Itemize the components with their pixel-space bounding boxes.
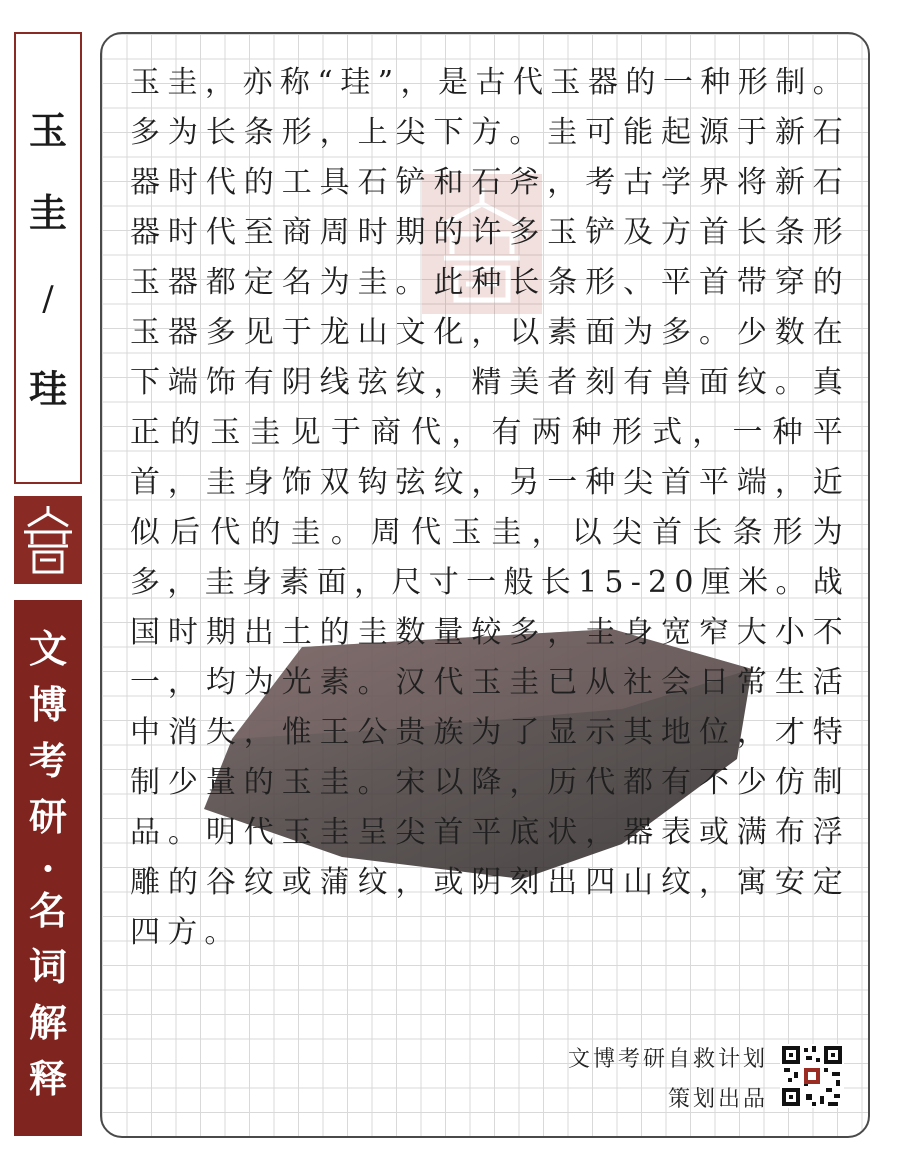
- title-char: 玉: [28, 108, 67, 153]
- qr-code-icon: [780, 1044, 844, 1108]
- content-panel: [100, 32, 870, 1138]
- credit-line: 文博考研自救计划: [567, 1047, 768, 1072]
- title-separator: /: [42, 279, 54, 319]
- credit-line: 策划出品: [667, 1087, 768, 1112]
- title-char: 圭: [28, 190, 67, 235]
- banner-char: 解: [28, 1000, 67, 1045]
- title-char: 珪: [28, 366, 67, 411]
- banner-char: 研: [28, 794, 67, 839]
- banner-char: 名: [28, 888, 67, 933]
- banner-char: 博: [28, 682, 67, 727]
- banner: [14, 600, 82, 1136]
- title-box: [14, 32, 82, 484]
- banner-char: 考: [28, 738, 67, 783]
- banner-char: 词: [28, 944, 67, 989]
- banner-char: 文: [28, 626, 67, 671]
- banner-char: 释: [28, 1056, 67, 1101]
- banner-char: ·: [41, 846, 55, 891]
- body-text: 玉圭，亦称“珪”，是古代玉器的一种形制。多为长条形，上尖下方。圭可能起源于新石器时代的工具石铲和石斧，考古学界将新石器时代至商周时期的许多玉铲及方首长条形玉器都定名为圭。此种长条形、平首带穿的玉器多见于龙山文化，以素面为多。少数在下端饰有阴线弦纹，精美者刻有兽面纹。真正的玉圭见于商代，有两种形式，一种平首，圭身饰双钩弦纹，另一种尖首平端，近似后代的圭。周代玉圭，以尖首长条形为多，圭身素面，尺寸一般长15-20厘米。战国时期出土的圭数量较多，圭身宽窄大小不一，均为光素。汉代玉圭已从社会日常生活中消失，惟王公贵族为了显示其地位，才特制少量的玉圭。宋以降，历代都有不少仿制品。明代玉圭呈尖首平底状，器表或满布浮雕的谷纹或蒲纹，或阴刻出四山纹，寓安定四方。: [130, 65, 850, 950]
- seal-logo-icon: [14, 496, 82, 584]
